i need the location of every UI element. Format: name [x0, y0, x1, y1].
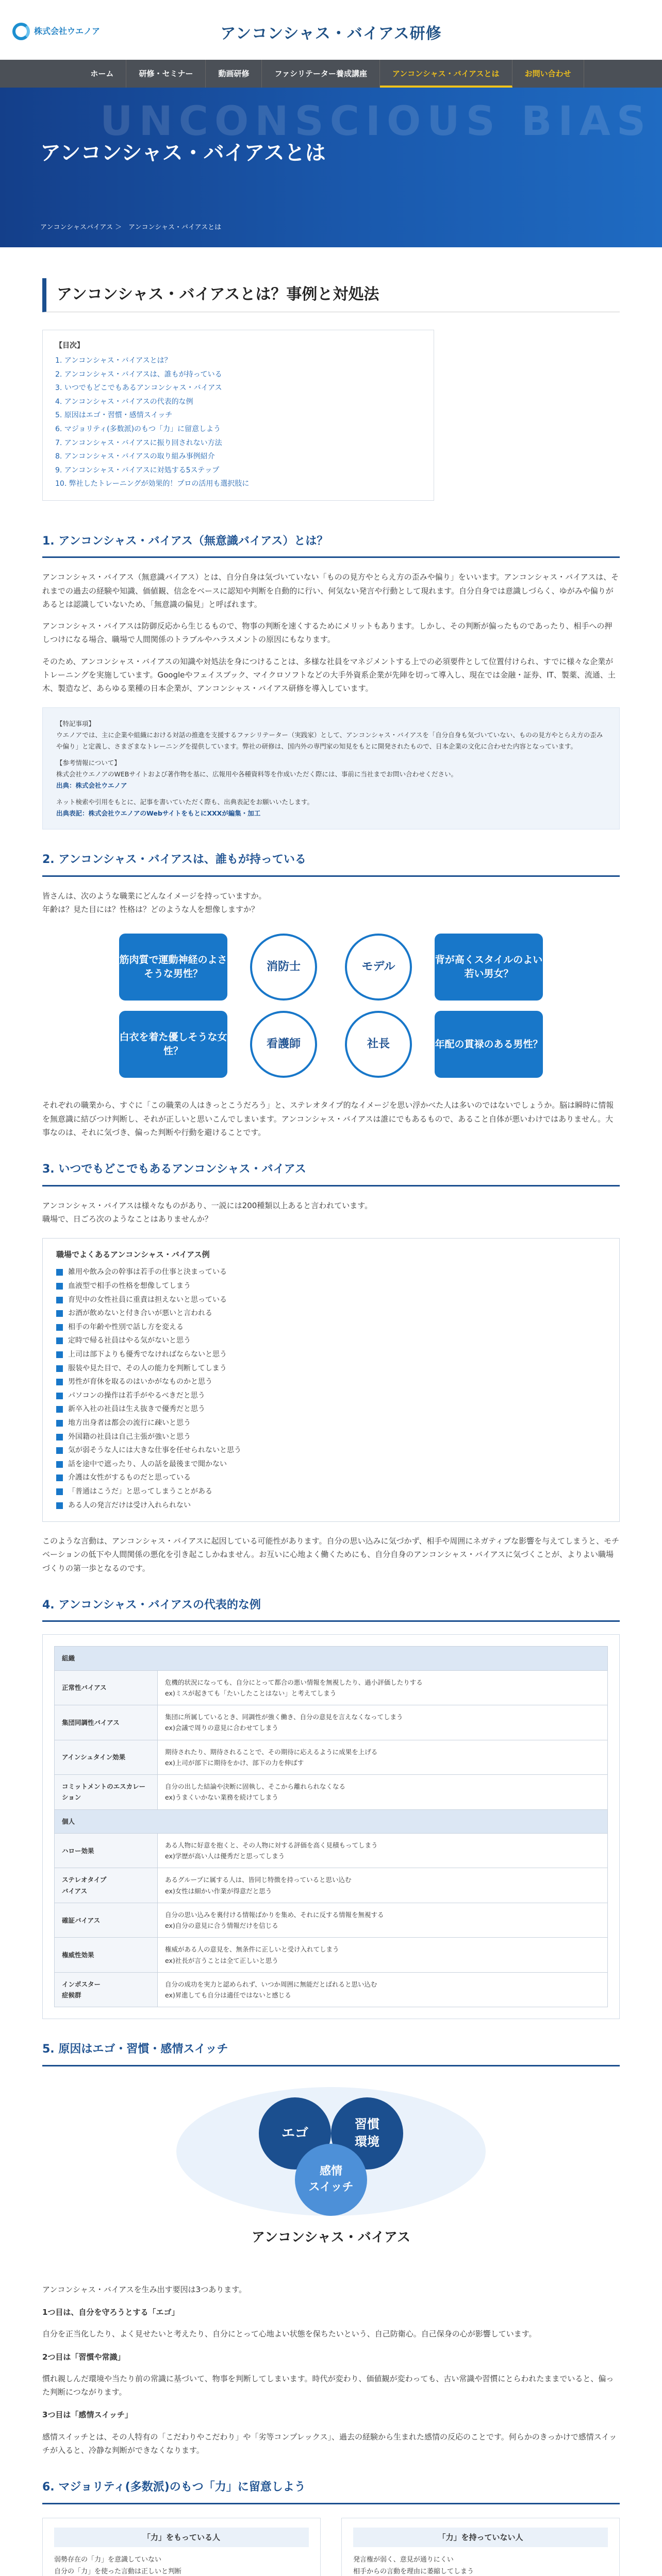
minority-column	[341, 2518, 620, 2576]
cause-heading: 3つ目は「感情スイッチ」	[42, 2410, 133, 2420]
table-row	[55, 1833, 608, 1868]
checklist-item	[56, 1334, 606, 1348]
checklist-item-text: 地方出身者は都会の流行に疎いと思う	[68, 1418, 191, 1427]
checklist-item	[56, 1485, 606, 1499]
source-notation: 出典表記：株式会社ウエノアのWebサイトをもとにXXXが編集・加工	[56, 809, 261, 817]
checklist-item	[56, 1499, 606, 1513]
checklist-item-text: 男性が育休を取るのはいかがなものかと思う	[68, 1378, 212, 1386]
profession-circle: 消防士	[250, 934, 317, 1001]
toc-link[interactable]: 6. マジョリティ(多数派)のもつ「力」に留意しよう	[55, 425, 221, 433]
checklist-item	[56, 1265, 606, 1279]
checklist-item	[56, 1307, 606, 1320]
bias-examples-table	[42, 1634, 620, 2019]
section-5-paragraph: アンコンシャス・バイアスを生み出す要因は3つあります。	[42, 2284, 247, 2294]
majority-column	[42, 2518, 321, 2576]
section-2-paragraph: 皆さんは、次のような職業にどんなイメージを持っていますか。 年齢は？見た目には？性格は？どのような人を想像しますか？	[42, 891, 267, 914]
section-1-paragraph: アンコンシャス・バイアス（無意識バイアス）とは、自分自身は気づいていない「ものの見方やとらえ方の歪みや偏り」をいいます。アンコンシャス・バイアスは、それまでの過去の経験や知識、価値観、信念をベースに認知や判断を自動的に行い、何気ない発言や行動として現れます。自分自身では意識しづらく、ゆがみや偏りがあるとは認識していないため、「無意識の偏見」と呼ばれます。	[42, 572, 619, 609]
column-body: 発言権が弱く、意見が通りにくい 相手からの言動を理由に萎縮してしまう	[353, 2555, 474, 2575]
checklist-item-text: 話を途中で遮ったり、人の話を最後まで聞かない	[68, 1460, 227, 1468]
bias-description: ある人物に好意を抱くと、その人物に対する評価を高く見積もってしまう ex)学歴が高い人は優秀だと思ってしまう	[158, 1833, 608, 1868]
table-row	[55, 1903, 608, 1938]
checkbox-icon	[56, 1447, 63, 1454]
table-category: 個人	[55, 1809, 608, 1833]
bias-name: 正常性バイアス	[55, 1670, 158, 1705]
breadcrumb[interactable]: アンコンシャスバイアス ＞ アンコンシャス・バイアスとは	[40, 224, 222, 232]
bias-description: 自分の成功を実力と認められず、いつか周囲に無能だとばれると思い込む ex)昇進しても自分は適任ではないと感じる	[158, 1972, 608, 2007]
article-body	[42, 247, 620, 2576]
column-heading: 「力」をもっている人	[54, 2528, 309, 2547]
image-bubble: 筋肉質で運動神経のよさそうな男性？	[119, 934, 227, 1001]
bias-name: 権威性効果	[55, 1938, 158, 1973]
checklist-item-text: 血液型で相手の性格を想像してしまう	[68, 1282, 191, 1291]
image-bubble: 背が高くスタイルのよい若い男女？	[435, 934, 543, 1001]
toc-link[interactable]: 10. 弊社したトレーニングが効果的！プロの活用も選択肢に	[55, 480, 250, 488]
bias-name: ハロー効果	[55, 1833, 158, 1868]
diagram-label: アンコンシャス・バイアス	[252, 2229, 410, 2245]
bias-description: 危機的状況になっても、自分にとって都合の悪い情報を無視したり、過小評価したりする ex)ミスが起きても「たいしたことはない」と考えてしまう	[158, 1670, 608, 1705]
checklist-item-text: 上司は部下よりも優秀でなければならないと思う	[68, 1350, 227, 1359]
nav-home[interactable]: ホーム	[78, 60, 126, 88]
checklist-rows	[56, 1265, 606, 1512]
checklist-item-text: 定時で帰る社員はやる気がないと思う	[68, 1336, 191, 1345]
checkbox-icon	[56, 1420, 63, 1427]
column-heading: 「力」を持っていない人	[353, 2528, 608, 2547]
section-2-heading: 2. アンコンシャス・バイアスは、誰もが持っている	[42, 850, 620, 877]
bias-name: アインシュタイン効果	[55, 1740, 158, 1775]
checklist-item-text: 気が弱そうな人には大きな仕事を任せられないと思う	[68, 1446, 241, 1455]
bias-description: あるグループに属する人は、皆同じ特徴を持っていると思い込む ex)女性は細かい作業が得意だと思う	[158, 1868, 608, 1903]
checklist-item-text: 育児中の女性社員に重責は担えないと思っている	[68, 1295, 227, 1304]
checklist-item	[56, 1430, 606, 1444]
notice-sub-text: 株式会社ウエノアのWEBサイトおよび著作物を基に、広報用や各種資料等を作成いただく際には、事前に当社までお問い合わせください。	[56, 770, 457, 778]
nav-seminar[interactable]: 研修・セミナー	[126, 60, 206, 88]
nav-video[interactable]: 動画研修	[206, 60, 262, 88]
toc-link[interactable]: 2. アンコンシャス・バイアスは、誰もが持っている	[55, 370, 222, 379]
checkbox-icon	[56, 1269, 63, 1276]
checklist-item	[56, 1458, 606, 1471]
cause-diagram	[42, 2082, 620, 2267]
table-row	[55, 1670, 608, 1705]
section-1-paragraph: そのため、アンコンシャス・バイアスの知識や対処法を身につけることは、多様な社員をマネジメントする上での必須要件として位置付けられ、すでに様々な企業がトレーニングを実施しています。Googleやフェイスブック、マイクロソフトなどの大手外資系企業が先陣を切って導入し、現在では金融・証券、IT、製薬、流通、土木、製造など、あらゆる業種の日本企業が、アンコンシャス・バイアス研修を導入しています。	[42, 656, 616, 693]
page-title: アンコンシャス・バイアスとは？事例と対処法	[42, 278, 620, 312]
checklist-item	[56, 1389, 606, 1403]
toc-link[interactable]: 5. 原因はエゴ・習慣・感情スイッチ	[55, 411, 173, 420]
table-category: 組織	[55, 1647, 608, 1670]
toc-link[interactable]: 9. アンコンシャス・バイアスに対処する5ステップ	[55, 466, 220, 474]
checklist-item	[56, 1471, 606, 1485]
bias-name: 集団同調性バイアス	[55, 1705, 158, 1740]
checklist-item	[56, 1444, 606, 1458]
checkbox-icon	[56, 1475, 63, 1481]
hero-title: アンコンシャス・バイアスとは	[40, 141, 326, 165]
checklist-item-text: 新卒入社の社員は生え抜きで優秀だと思う	[68, 1405, 205, 1414]
checkbox-icon	[56, 1324, 63, 1331]
checkbox-icon	[56, 1365, 63, 1372]
table-row	[55, 1972, 608, 2007]
section-6-heading: 6. マジョリティ(多数派)のもつ「力」に留意しよう	[42, 2478, 620, 2504]
profession-circle: 看護師	[250, 1011, 317, 1078]
table-category-row	[55, 1647, 608, 1670]
cause-text: 慣れ親しんだ環境や当たり前の常識に基づいて、物事を判断してしまいます。時代が変わり、価値観が変わっても、古い常識や習慣にとらわれたままでいると、偏った判断につながります。	[42, 2374, 614, 2397]
checkbox-icon	[56, 1502, 63, 1509]
checkbox-icon	[56, 1461, 63, 1468]
bias-description: 権威がある人の意見を、無条件に正しいと受け入れてしまう ex)社長が言うことは全て正しいと思う	[158, 1938, 608, 1973]
checklist-item	[56, 1348, 606, 1362]
table-category-row	[55, 1809, 608, 1833]
checklist-item-text: 相手の年齢や性別で話し方を変える	[68, 1323, 184, 1331]
site-title[interactable]: アンコンシャス・バイアス研修	[220, 25, 442, 43]
profession-circle: モデル	[345, 934, 412, 1001]
table-row	[55, 1705, 608, 1740]
checkbox-icon	[56, 1434, 63, 1440]
toc-link[interactable]: 1. アンコンシャス・バイアスとは？	[55, 357, 172, 365]
site-header	[0, 0, 662, 60]
bias-description: 自分の出した結論や決断に固執し、そこから離れられなくなる ex)うまくいかない業務を続けてしまう	[158, 1775, 608, 1810]
toc-link[interactable]: 4. アンコンシャス・バイアスの代表的な例	[55, 397, 193, 406]
checklist-item-text: 雑用や飲み会の幹事は若手の仕事と決まっている	[68, 1268, 227, 1277]
checkbox-icon	[56, 1297, 63, 1303]
checkbox-icon	[56, 1488, 63, 1495]
checklist-item-text: お酒が飲めないと付き合いが悪いと言われる	[68, 1309, 212, 1318]
bias-name: ステレオタイプ バイアス	[55, 1868, 158, 1903]
section-4-heading: 4. アンコンシャス・バイアスの代表的な例	[42, 1596, 620, 1622]
cause-text: 自分を正当化したり、よく見せたいと考えたり、自分にとって心地よい状態を保ちたいという、自己防衛心。自己保身の心が影響しています。	[42, 2329, 537, 2339]
checkbox-icon	[56, 1337, 63, 1344]
toc-link[interactable]: 3. いつでもどこでもあるアンコンシャス・バイアス	[55, 384, 222, 393]
source-link[interactable]: 出典：株式会社ウエノア	[56, 781, 127, 789]
habit-circle: 習慣 環境	[331, 2097, 403, 2170]
bias-table-body	[55, 1647, 608, 2007]
table-row	[55, 1740, 608, 1775]
checklist-item-text: 「普通はこうだ」と思ってしまうことがある	[68, 1487, 212, 1496]
checklist-item	[56, 1293, 606, 1307]
bias-description: 集団に所属しているとき、同調性が強く働き、自分の意見を言えなくなってしまう ex)会議で周りの意見に合わせてしまう	[158, 1705, 608, 1740]
checkbox-icon	[56, 1283, 63, 1290]
checklist-item-text: 服装や見た目で、その人の能力を判断してしまう	[68, 1364, 227, 1372]
checklist-item	[56, 1416, 606, 1430]
table-row	[55, 1868, 608, 1903]
ego-circle: エゴ	[259, 2097, 331, 2170]
notice-box	[42, 707, 620, 829]
toc-title: 【目次】	[55, 341, 84, 350]
checkbox-icon	[56, 1393, 63, 1399]
cause-heading: 1つ目は、自分を守ろうとする「エゴ」	[42, 2308, 179, 2317]
checklist-item-text: パソコンの操作は若手がやるべきだと思う	[68, 1391, 205, 1400]
cause-text: 感情スイッチとは、その人特有の「こだわりやこだわり」や「劣等コンプレックス」、過去の経験から生まれた感情の反応のことです。何らかのきっかけで感情スイッチが入ると、冷静な判断ができなくなります。	[42, 2432, 617, 2455]
notice-text: ウエノアでは、主に企業や組織における対話の推進を支援するファシリテーター（実践家）として、アンコンシャス・バイアスを「自分自身も気づいていない、ものの見方やとらえ方の歪みや偏り」と定義し、さまざまなトレーニングを提供しています。弊社の研修は、国内外の専門家の知見をもとに開発されたもので、日本企業の文化に合わせた内容となっています。	[56, 731, 603, 751]
profession-circle: 社長	[345, 1011, 412, 1078]
checklist-item-text: 介護は女性がするものだと思っている	[68, 1473, 191, 1482]
checklist-item	[56, 1320, 606, 1334]
notice-foot: ネット検索や引用をもとに、記事を書いていただく際も、出典表記をお願いいたします。	[56, 798, 314, 806]
power-comparison	[42, 2518, 620, 2576]
profession-diagram	[42, 934, 620, 1078]
image-bubble: 白衣を着た優しそうな女性？	[119, 1011, 227, 1078]
section-5-heading: 5. 原因はエゴ・習慣・感情スイッチ	[42, 2040, 620, 2066]
table-row	[55, 1938, 608, 1973]
checkbox-icon	[56, 1406, 63, 1413]
hero-banner	[0, 88, 662, 247]
nav-facilitator[interactable]: ファシリテーター養成講座	[262, 60, 379, 88]
cause-heading: 2つ目は「習慣や常識」	[42, 2352, 125, 2362]
checkbox-icon	[56, 1310, 63, 1317]
checkbox-icon	[56, 1379, 63, 1385]
checklist-item	[56, 1375, 606, 1389]
section-3-paragraph: このような言動は、アンコンシャス・バイアスに起因している可能性があります。自分の思い込みに気づかず、相手や周囲にネガティブな影響を与えてしまうと、モチベーションの低下や人間関係の悪化を引き起こしかねません。お互いに心地よく働くためにも、自分自身のアンコンシャス・バイアスに気づくことが、よりよい職場づくりの第一歩となるのです。	[42, 1536, 620, 1573]
bias-name: インポスター 症候群	[55, 1972, 158, 2007]
checklist-item-text: ある人の発言だけは受け入れられない	[68, 1501, 191, 1510]
notice-sub-title: 【参考情報について】	[56, 759, 121, 767]
section-3-paragraph: アンコンシャス・バイアスは様々なものがあり、一説には200種類以上あると言われています。 職場で、日ごろ次のようなことはありませんか？	[42, 1200, 373, 1224]
checklist-item	[56, 1279, 606, 1293]
section-3-heading: 3. いつでもどこでもあるアンコンシャス・バイアス	[42, 1160, 620, 1187]
table-of-contents	[42, 330, 434, 501]
bias-name: 確証バイアス	[55, 1903, 158, 1938]
section-2-paragraph: それぞれの職業から、すぐに「この職業の人はきっとこうだろう」と、ステレオタイプ的なイメージを思い浮かべた人は多いのではないでしょうか。脳は瞬時に情報を無意識に結びつけ判断し、それが正しいと思いこんでしまいます。アンコンシャス・バイアスは誰にでもあるもので、あること自体が悪いわけではありません。大事なのは、それに気づき、偏った判断や行動を避けることです。	[42, 1100, 614, 1137]
notice-title: 【特記事項】	[56, 720, 95, 728]
bias-checklist	[42, 1238, 620, 1522]
column-body: 弱勢存在の「力」を意識していない 自分の「力」を使った言動は正しいと判断	[54, 2555, 182, 2575]
section-1-heading: 1. アンコンシャス・バイアス（無意識バイアス）とは？	[42, 532, 620, 558]
toc-link[interactable]: 8. アンコンシャス・バイアスの取り組み事例紹介	[55, 452, 215, 461]
emotion-switch-circle: 感情 スイッチ	[295, 2144, 367, 2216]
image-bubble: 年配の貫禄のある男性？	[435, 1011, 543, 1078]
section-1-paragraph: アンコンシャス・バイアスは防御反応から生じるもので、物事の判断を速くするためにメリットもあります。しかし、その判断が偏ったものであったり、相手への押しつけになる場合、職場で人間関係のトラブルやハラスメントの原因にもなります。	[42, 621, 613, 645]
checkbox-icon	[56, 1351, 63, 1358]
checklist-item	[56, 1402, 606, 1416]
logo-text: 株式会社ウエノア	[34, 26, 101, 36]
checklist-item	[56, 1362, 606, 1376]
checklist-title: 職場でよくあるアンコンシャス・バイアス例	[56, 1250, 210, 1260]
nav-contact[interactable]: お問い合わせ	[512, 60, 584, 88]
bias-name: コミットメントのエスカレーション	[55, 1775, 158, 1810]
bias-description: 期待されたり、期待されることで、その期待に応えるように成果を上げる ex)上司が部下に期待をかけ、部下の力を伸ばす	[158, 1740, 608, 1775]
bias-description: 自分の思い込みを裏付ける情報ばかりを集め、それに反する情報を無視する ex)自分の意見に合う情報だけを信じる	[158, 1903, 608, 1938]
global-nav	[0, 60, 662, 88]
toc-link[interactable]: 7. アンコンシャス・バイアスに振り回されない方法	[55, 438, 222, 447]
table-row	[55, 1775, 608, 1810]
hero-background-text: UNCONSCIOUS BIAS	[100, 98, 652, 145]
checklist-item-text: 外国籍の社員は自己主張が強いと思う	[68, 1432, 191, 1441]
nav-about-bias[interactable]: アンコンシャス・バイアスとは	[380, 60, 512, 88]
